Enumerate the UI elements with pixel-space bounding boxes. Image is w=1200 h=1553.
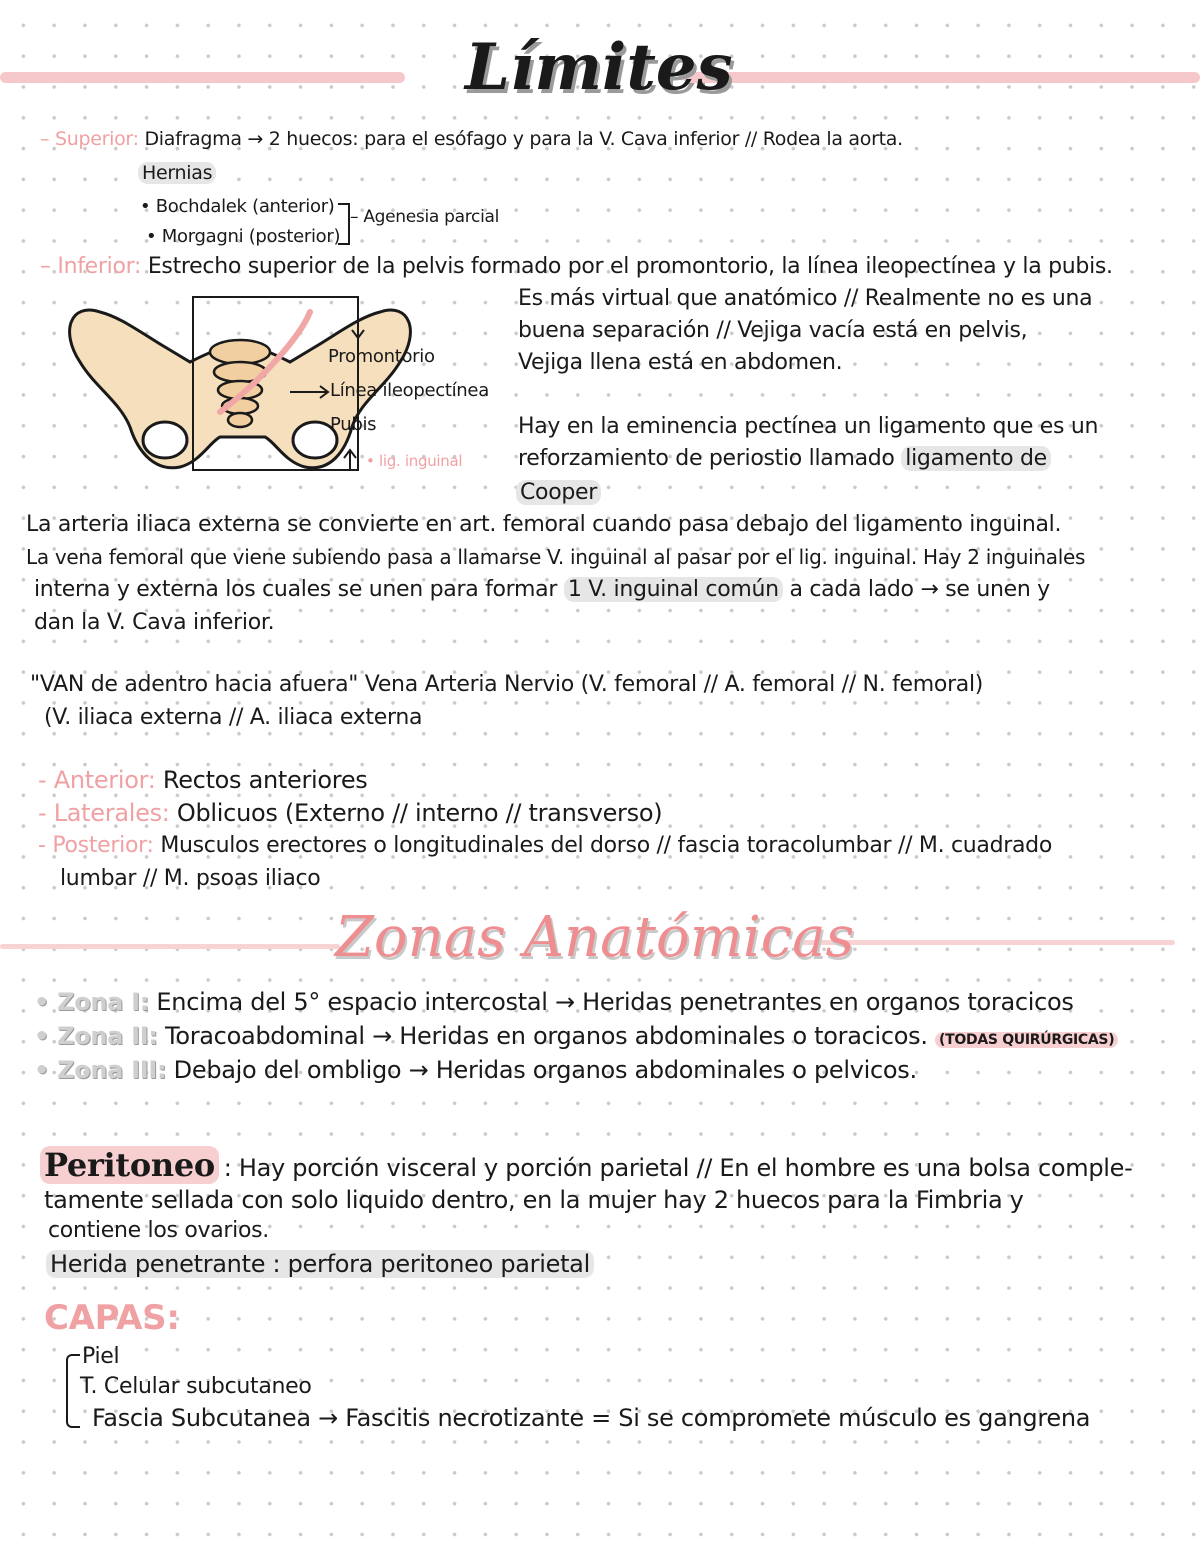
van-line-1: "VAN de adentro hacia afuera" Vena Arteria Nervio (V. femoral // A. femoral // N. femoral)	[30, 672, 984, 697]
peritoneo-row-1: Peritoneo : Hay porción visceral y porción parietal // En el hombre es una bolsa comple-	[40, 1146, 1132, 1184]
inferior-text: Estrecho superior de la pelvis formado por el promontorio, la línea ileopectínea y la pubis.	[147, 254, 1113, 279]
superior-row	[40, 128, 903, 150]
cooper-highlight: Cooper	[516, 480, 601, 505]
zona-label-1: • Zona I:	[34, 988, 150, 1016]
zonas-line-right	[800, 940, 1175, 945]
superior-text: Diafragma → 2 huecos: para el esófago y para la V. Cava inferior // Rodea la aorta.	[144, 128, 903, 150]
vena-line-3: dan la V. Cava inferior.	[34, 610, 275, 635]
ligamento-cooper-highlight: ligamento de	[901, 446, 1051, 471]
arrow-up-icon	[344, 450, 356, 470]
zona-label-2: • Zona II:	[34, 1022, 158, 1050]
laterales-row: - Laterales: Oblicuos (Externo // interno // transverso)	[38, 799, 663, 827]
laterales-label: - Laterales:	[38, 799, 170, 827]
capa-2: T. Celular subcutaneo	[80, 1374, 312, 1399]
capa-3: Fascia Subcutanea → Fascitis necrotizante = Si se compromete músculo es gangrena	[92, 1404, 1091, 1432]
vena-line-1: La vena femoral que viene subiendo pasa a llamarse V. inguinal al pasar por el lig. inguinal. Hay 2 inguinales	[26, 545, 1086, 569]
zona-label-3: • Zona III:	[34, 1056, 167, 1084]
capas-bracket	[66, 1354, 80, 1428]
diagram-label-pubis: Pubis	[330, 414, 377, 435]
hernia-2: • Morgagni (posterior)	[146, 226, 341, 247]
posterior-row: - Posterior: Musculos erectores o longitudinales del dorso // fascia toracolumbar // M. cuadrado	[38, 833, 1052, 858]
peritoneo-row-2: tamente sellada con solo liquido dentro, en la mujer hay 2 huecos para la Fimbria y	[44, 1186, 1024, 1214]
diagram-label-linea: Línea ileopectínea	[330, 380, 489, 401]
zona-row-3: • Zona III: Debajo del ombligo → Heridas organos abdominales o pelvicos.	[34, 1056, 917, 1084]
inferior-note-2: buena separación // Vejiga vacía está en pelvis,	[518, 318, 1028, 343]
peritoneo-row-3: contiene los ovarios.	[48, 1218, 270, 1243]
inferior-row	[40, 254, 1113, 279]
posterior-row-2: lumbar // M. psoas iliaco	[60, 866, 321, 891]
inferior-label: – Inferior:	[40, 254, 142, 279]
pectinea-line-1: Hay en la eminencia pectínea un ligamento que es un	[518, 414, 1099, 439]
anterior-row: - Anterior: Rectos anteriores	[38, 766, 368, 794]
title-limites: Límites	[465, 30, 733, 105]
vena-inguinal-comun-highlight: 1 V. inguinal común	[564, 577, 783, 602]
capa-1: Piel	[82, 1344, 120, 1369]
diagram-label-promontorio: Promontorio	[328, 346, 435, 367]
herida-penetrante: Herida penetrante : perfora peritoneo parietal	[46, 1250, 594, 1278]
capas-label: CAPAS:	[44, 1298, 180, 1338]
anterior-label: - Anterior:	[38, 766, 156, 794]
posterior-label: - Posterior:	[38, 833, 154, 858]
agenesia-label: – Agenesia parcial	[350, 207, 500, 227]
title-zonas: Zonas Anatómicas	[335, 905, 855, 970]
zona-2-note: (TODAS QUIRÚRGICAS)	[935, 1032, 1118, 1048]
arteria-line: La arteria iliaca externa se convierte en art. femoral cuando pasa debajo del ligamento inguinal.	[26, 512, 1062, 537]
hernias-label: Hernias	[138, 162, 216, 184]
inferior-note-1: Es más virtual que anatómico // Realmente no es una	[518, 286, 1093, 311]
title-band-left	[0, 72, 405, 83]
superior-label: – Superior:	[40, 128, 139, 150]
diagram-label-lig-inguinal: • lig. inguinal	[366, 452, 463, 470]
inferior-note-3: Vejiga llena está en abdomen.	[518, 350, 843, 375]
zona-row-2: • Zona II: Toracoabdominal → Heridas en organos abdominales o toracicos. (TODAS QUIRÚRGICAS)	[34, 1022, 1118, 1050]
zonas-line-left	[0, 944, 340, 949]
van-line-2: (V. iliaca externa // A. iliaca externa	[44, 705, 423, 730]
peritoneo-title: Peritoneo	[40, 1146, 219, 1184]
zona-row-1: • Zona I: Encima del 5° espacio intercostal → Heridas penetrantes en organos toracicos	[34, 988, 1074, 1016]
title-band-right	[683, 72, 1200, 83]
hernia-bracket	[338, 203, 350, 245]
vena-line-2: interna y externa los cuales se unen para formar 1 V. inguinal común a cada lado → se unen y	[34, 577, 1050, 602]
pectinea-line-2: reforzamiento de periostio llamado ligamento de	[518, 446, 1051, 471]
hernia-1: • Bochdalek (anterior)	[140, 196, 335, 217]
